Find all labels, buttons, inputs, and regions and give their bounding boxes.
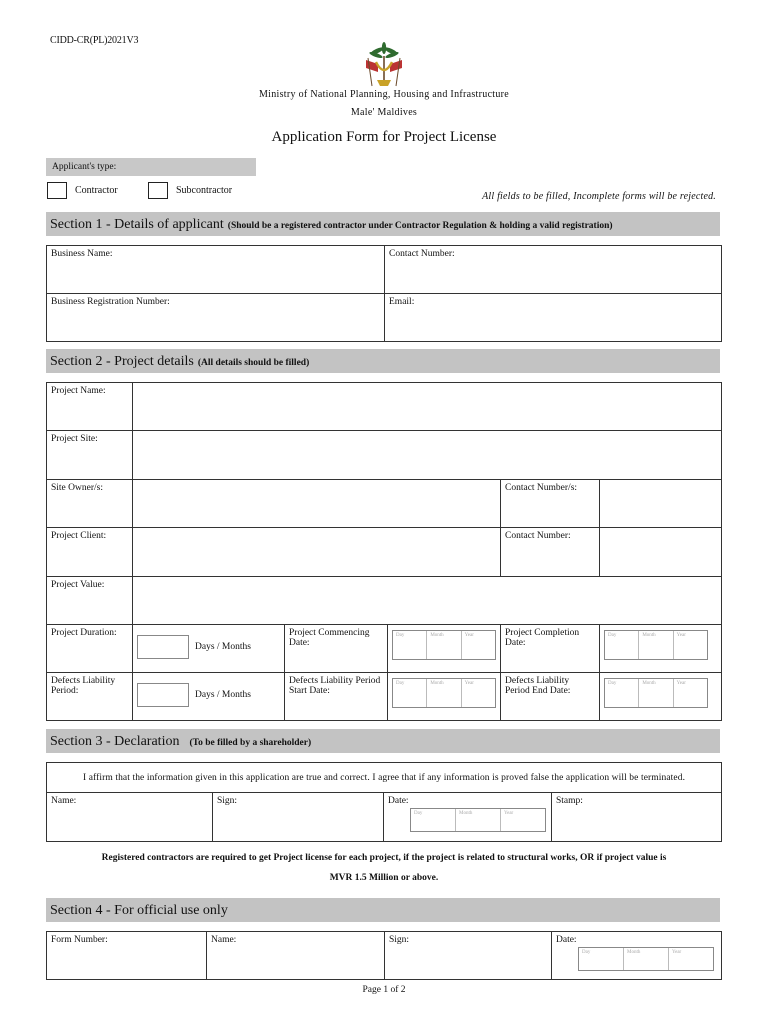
defects-period-cell	[133, 673, 285, 721]
official-name-field[interactable]	[207, 932, 385, 980]
site-contact-label: Contact Number/s:	[505, 483, 578, 493]
declaration-date-input[interactable]	[410, 808, 546, 832]
project-duration-label: Project Duration:	[51, 628, 117, 638]
project-details-table	[46, 382, 722, 721]
completion-notice: All fields to be filled, Incomplete forms will be rejected.	[482, 191, 716, 202]
business-name-label: Business Name:	[51, 249, 113, 259]
registration-number-label: Business Registration Number:	[51, 297, 170, 307]
section-1-note: (Should be a registered contractor under Contractor Regulation & holding a valid registration)	[227, 221, 613, 231]
duration-unit-label: Days / Months	[195, 642, 251, 653]
section-3-heading: Section 3 - Declaration	[50, 734, 180, 749]
defects-end-label-cell	[501, 673, 600, 721]
project-duration-input[interactable]	[137, 635, 189, 659]
defects-start-label: Defects Liability Period Start Date:	[289, 676, 381, 696]
section-2-note: (All details should be filled)	[197, 358, 310, 368]
declaration-date-label: Date:	[388, 796, 409, 806]
official-name-label: Name:	[211, 935, 237, 945]
client-contact-label-cell	[501, 528, 600, 577]
form-title: Application Form for Project License	[271, 129, 497, 145]
date-day-hint: Day	[605, 679, 639, 707]
commencing-date-label-cell	[285, 625, 388, 673]
official-use-table	[46, 931, 722, 980]
declarant-name-label: Name:	[51, 796, 77, 806]
official-date-label: Date:	[556, 935, 577, 945]
site-owner-label-cell	[47, 480, 133, 528]
date-year-hint: Year	[504, 811, 514, 816]
section-1-header	[46, 212, 720, 236]
date-day-hint: Day	[605, 631, 639, 659]
section-2-header	[46, 349, 720, 373]
defects-end-label: Defects Liability Period End Date:	[505, 676, 571, 696]
project-client-label-cell	[47, 528, 133, 577]
contact-number-field[interactable]	[385, 246, 722, 294]
official-date-cell	[552, 932, 722, 980]
form-code: CIDD-CR(PL)2021V3	[50, 35, 139, 46]
site-owner-field[interactable]	[133, 480, 501, 528]
project-site-label-cell	[47, 431, 133, 480]
date-month-hint: Month	[624, 948, 669, 970]
defects-start-cell	[388, 673, 501, 721]
date-year-hint: Year	[464, 681, 474, 686]
completion-date-label-cell	[501, 625, 600, 673]
project-site-label: Project Site:	[51, 434, 98, 444]
declaration-text-cell	[47, 763, 722, 793]
subcontractor-checkbox[interactable]	[148, 182, 168, 199]
section-4-heading: Section 4 - For official use only	[50, 903, 228, 918]
requirement-note-line-2: MVR 1.5 Million or above.	[329, 873, 439, 883]
declaration-table	[46, 762, 722, 842]
project-client-label: Project Client:	[51, 531, 107, 541]
project-name-field[interactable]	[133, 383, 722, 431]
completion-date-input[interactable]	[604, 630, 708, 660]
completion-date-cell	[600, 625, 722, 673]
date-month-hint: Month	[456, 809, 501, 831]
client-contact-label: Contact Number:	[505, 531, 571, 541]
defects-start-date-input[interactable]	[392, 678, 496, 708]
business-name-field[interactable]	[47, 246, 385, 294]
declarant-sign-field[interactable]	[213, 793, 384, 842]
project-client-field[interactable]	[133, 528, 501, 577]
applicant-type-label: Applicant's type:	[46, 158, 256, 176]
date-day-hint: Day	[579, 948, 624, 970]
date-year-hint: Year	[676, 633, 686, 638]
subcontractor-option-label: Subcontractor	[176, 185, 233, 196]
date-month-hint: Month	[639, 679, 673, 707]
date-year-hint: Year	[672, 950, 682, 955]
commencing-date-cell	[388, 625, 501, 673]
defects-period-input[interactable]	[137, 683, 189, 707]
defects-end-date-input[interactable]	[604, 678, 708, 708]
form-number-field[interactable]	[47, 932, 207, 980]
project-duration-cell	[133, 625, 285, 673]
project-name-label: Project Name:	[51, 386, 106, 396]
email-label: Email:	[389, 297, 415, 307]
form-number-label: Form Number:	[51, 935, 108, 945]
stamp-field[interactable]	[552, 793, 722, 842]
date-month-hint: Month	[639, 631, 673, 659]
declaration-text: I affirm that the information given in this application are true and correct. I agree that if any information is proved false the application will be terminated.	[82, 772, 686, 783]
date-year-hint: Year	[464, 633, 474, 638]
site-owner-label: Site Owner/s:	[51, 483, 103, 493]
official-date-input[interactable]	[578, 947, 714, 971]
defects-unit-label: Days / Months	[195, 690, 251, 701]
date-day-hint: Day	[411, 809, 456, 831]
section-3-note: (To be filled by a shareholder)	[189, 738, 312, 748]
requirement-note-line-1: Registered contractors are required to get Project license for each project, if the project is related to structural works, OR if project value is	[101, 853, 667, 863]
section-4-header	[46, 898, 720, 922]
commencing-date-input[interactable]	[392, 630, 496, 660]
declarant-sign-label: Sign:	[217, 796, 238, 806]
project-site-field[interactable]	[133, 431, 722, 480]
section-3-header	[46, 729, 720, 753]
project-value-label: Project Value:	[51, 580, 105, 590]
date-year-hint: Year	[676, 681, 686, 686]
client-contact-field[interactable]	[600, 528, 722, 577]
page-number: Page 1 of 2	[362, 985, 406, 995]
project-duration-label-cell	[47, 625, 133, 673]
declaration-date-cell	[384, 793, 552, 842]
contractor-option-label: Contractor	[75, 185, 118, 196]
site-contact-field[interactable]	[600, 480, 722, 528]
defects-end-cell	[600, 673, 722, 721]
contractor-checkbox[interactable]	[47, 182, 67, 199]
commencing-date-label: Project Commencing Date:	[289, 628, 370, 648]
completion-date-label: Project Completion Date:	[505, 628, 580, 648]
stamp-label: Stamp:	[556, 796, 583, 806]
section-1-heading: Section 1 - Details of applicant	[50, 217, 224, 232]
ministry-name: Ministry of National Planning, Housing and Infrastructure	[258, 89, 510, 100]
date-month-hint: Month	[427, 631, 461, 659]
project-value-label-cell	[47, 577, 133, 625]
contact-number-label: Contact Number:	[389, 249, 455, 259]
site-contact-label-cell	[501, 480, 600, 528]
official-sign-field[interactable]	[385, 932, 552, 980]
official-sign-label: Sign:	[389, 935, 410, 945]
date-day-hint: Day	[393, 679, 427, 707]
applicant-details-table	[46, 245, 722, 342]
registration-number-field[interactable]	[47, 294, 385, 342]
project-name-label-cell	[47, 383, 133, 431]
section-2-heading: Section 2 - Project details	[50, 354, 194, 369]
declarant-name-field[interactable]	[47, 793, 213, 842]
defects-start-label-cell	[285, 673, 388, 721]
date-month-hint: Month	[427, 679, 461, 707]
defects-period-label-cell	[47, 673, 133, 721]
state-emblem-icon	[358, 42, 410, 92]
project-value-field[interactable]	[133, 577, 722, 625]
email-field[interactable]	[385, 294, 722, 342]
city-name: Male' Maldives	[350, 107, 418, 118]
defects-period-label: Defects Liability Period:	[51, 676, 116, 696]
date-day-hint: Day	[393, 631, 427, 659]
